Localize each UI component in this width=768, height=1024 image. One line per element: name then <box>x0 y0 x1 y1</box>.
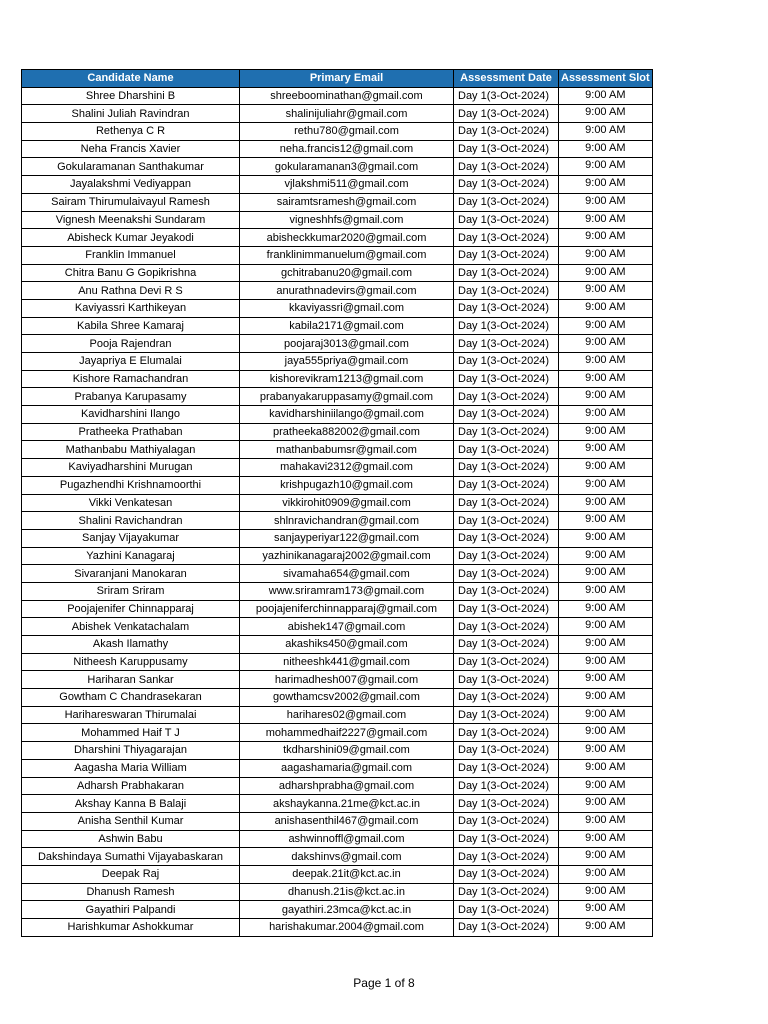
assessment-slot-cell: 9:00 AM <box>559 565 653 583</box>
candidate-name-cell: Pooja Rajendran <box>22 335 240 353</box>
table-row <box>22 742 653 760</box>
assessment-date-cell: Day 1(3-Oct-2024) <box>454 158 559 176</box>
candidate-name-cell: Neha Francis Xavier <box>22 140 240 158</box>
assessment-date-cell: Day 1(3-Oct-2024) <box>454 795 559 813</box>
email-cell: kavidharshiniilango@gmail.com <box>240 406 454 424</box>
assessment-slot-cell: 9:00 AM <box>559 193 653 211</box>
candidate-name-cell: Anisha Senthil Kumar <box>22 812 240 830</box>
candidate-name-cell: Kishore Ramachandran <box>22 370 240 388</box>
email-cell: krishpugazh10@gmail.com <box>240 476 454 494</box>
table-row <box>22 777 653 795</box>
email-cell: shreeboominathan@gmail.com <box>240 87 454 105</box>
email-cell: vigneshhfs@gmail.com <box>240 211 454 229</box>
email-cell: poojaraj3013@gmail.com <box>240 335 454 353</box>
candidate-name-cell: Dakshindaya Sumathi Vijayabaskaran <box>22 848 240 866</box>
table-row <box>22 406 653 424</box>
assessment-date-cell: Day 1(3-Oct-2024) <box>454 388 559 406</box>
email-cell: jaya555priya@gmail.com <box>240 353 454 371</box>
candidate-name-cell: Vignesh Meenakshi Sundaram <box>22 211 240 229</box>
email-cell: vjlakshmi511@gmail.com <box>240 176 454 194</box>
assessment-slot-cell: 9:00 AM <box>559 636 653 654</box>
email-cell: harihares02@gmail.com <box>240 706 454 724</box>
assessment-slot-cell: 9:00 AM <box>559 264 653 282</box>
assessment-slot-cell: 9:00 AM <box>559 353 653 371</box>
page-number: Page 1 of 8 <box>353 976 415 990</box>
table-body <box>22 87 653 936</box>
assessment-slot-cell: 9:00 AM <box>559 211 653 229</box>
table-row <box>22 123 653 141</box>
email-cell: pratheeka882002@gmail.com <box>240 423 454 441</box>
assessment-date-cell: Day 1(3-Oct-2024) <box>454 724 559 742</box>
assessment-date-cell: Day 1(3-Oct-2024) <box>454 193 559 211</box>
assessment-slot-cell: 9:00 AM <box>559 87 653 105</box>
assessment-date-cell: Day 1(3-Oct-2024) <box>454 582 559 600</box>
email-cell: gayathiri.23mca@kct.ac.in <box>240 901 454 919</box>
email-cell: ashwinnoffl@gmail.com <box>240 830 454 848</box>
assessment-slot-cell: 9:00 AM <box>559 883 653 901</box>
candidate-name-cell: Rethenya C R <box>22 123 240 141</box>
assessment-date-cell: Day 1(3-Oct-2024) <box>454 706 559 724</box>
assessment-slot-cell: 9:00 AM <box>559 335 653 353</box>
assessment-date-cell: Day 1(3-Oct-2024) <box>454 282 559 300</box>
assessment-slot-cell: 9:00 AM <box>559 317 653 335</box>
table-row <box>22 919 653 937</box>
assessment-slot-cell: 9:00 AM <box>559 246 653 264</box>
table-row <box>22 901 653 919</box>
email-cell: mohammedhaif2227@gmail.com <box>240 724 454 742</box>
candidate-name-cell: Shalini Juliah Ravindran <box>22 105 240 123</box>
candidate-name-cell: Gowtham C Chandrasekaran <box>22 689 240 707</box>
table-row <box>22 87 653 105</box>
table-row <box>22 636 653 654</box>
assessment-slot-cell: 9:00 AM <box>559 742 653 760</box>
candidate-name-cell: Akash Ilamathy <box>22 636 240 654</box>
table-row <box>22 848 653 866</box>
assessment-slot-cell: 9:00 AM <box>559 459 653 477</box>
candidate-name-cell: Dhanush Ramesh <box>22 883 240 901</box>
candidate-name-cell: Kaviyadharshini Murugan <box>22 459 240 477</box>
email-cell: adharshprabha@gmail.com <box>240 777 454 795</box>
candidate-name-cell: Sanjay Vijayakumar <box>22 529 240 547</box>
candidate-name-cell: Kaviyassri Karthikeyan <box>22 299 240 317</box>
assessment-date-cell: Day 1(3-Oct-2024) <box>454 176 559 194</box>
email-cell: nitheeshk441@gmail.com <box>240 653 454 671</box>
table-row <box>22 795 653 813</box>
assessment-slot-cell: 9:00 AM <box>559 724 653 742</box>
assessment-slot-cell: 9:00 AM <box>559 706 653 724</box>
assessment-date-cell: Day 1(3-Oct-2024) <box>454 423 559 441</box>
assessment-date-cell: Day 1(3-Oct-2024) <box>454 476 559 494</box>
assessment-slot-cell: 9:00 AM <box>559 176 653 194</box>
table-row <box>22 158 653 176</box>
assessment-slot-cell: 9:00 AM <box>559 901 653 919</box>
assessment-date-cell: Day 1(3-Oct-2024) <box>454 512 559 530</box>
assessment-slot-cell: 9:00 AM <box>559 370 653 388</box>
email-cell: rethu780@gmail.com <box>240 123 454 141</box>
assessment-date-cell: Day 1(3-Oct-2024) <box>454 653 559 671</box>
assessment-date-cell: Day 1(3-Oct-2024) <box>454 919 559 937</box>
assessment-date-cell: Day 1(3-Oct-2024) <box>454 547 559 565</box>
candidate-name-cell: Harishkumar Ashokkumar <box>22 919 240 937</box>
table-row <box>22 105 653 123</box>
candidate-name-cell: Franklin Immanuel <box>22 246 240 264</box>
email-cell: anishasenthil467@gmail.com <box>240 812 454 830</box>
email-cell: yazhinikanagaraj2002@gmail.com <box>240 547 454 565</box>
assessment-slot-cell: 9:00 AM <box>559 830 653 848</box>
candidate-name-cell: Sairam Thirumulaivayul Ramesh <box>22 193 240 211</box>
email-cell: harishakumar.2004@gmail.com <box>240 919 454 937</box>
table-row <box>22 335 653 353</box>
assessment-slot-cell: 9:00 AM <box>559 123 653 141</box>
table-row <box>22 653 653 671</box>
assessment-slot-cell: 9:00 AM <box>559 388 653 406</box>
email-cell: shalinijuliahr@gmail.com <box>240 105 454 123</box>
table-row <box>22 689 653 707</box>
table-row <box>22 724 653 742</box>
assessment-slot-cell: 9:00 AM <box>559 865 653 883</box>
candidate-name-cell: Abisheck Kumar Jeyakodi <box>22 229 240 247</box>
table-row <box>22 176 653 194</box>
candidate-table-container <box>21 69 653 937</box>
candidate-name-cell: Anu Rathna Devi R S <box>22 282 240 300</box>
email-cell: gokularamanan3@gmail.com <box>240 158 454 176</box>
table-row <box>22 529 653 547</box>
assessment-slot-cell: 9:00 AM <box>559 848 653 866</box>
assessment-slot-cell: 9:00 AM <box>559 618 653 636</box>
email-cell: tkdharshini09@gmail.com <box>240 742 454 760</box>
table-row <box>22 812 653 830</box>
assessment-slot-cell: 9:00 AM <box>559 600 653 618</box>
candidate-name-cell: Shalini Ravichandran <box>22 512 240 530</box>
header-assessment-date: Assessment Date <box>454 70 559 88</box>
table-row <box>22 317 653 335</box>
table-row <box>22 459 653 477</box>
table-row <box>22 229 653 247</box>
header-candidate-name: Candidate Name <box>22 70 240 88</box>
email-cell: dakshinvs@gmail.com <box>240 848 454 866</box>
candidate-name-cell: Poojajenifer Chinnapparaj <box>22 600 240 618</box>
assessment-slot-cell: 9:00 AM <box>559 423 653 441</box>
assessment-date-cell: Day 1(3-Oct-2024) <box>454 441 559 459</box>
assessment-date-cell: Day 1(3-Oct-2024) <box>454 87 559 105</box>
assessment-date-cell: Day 1(3-Oct-2024) <box>454 105 559 123</box>
candidate-name-cell: Yazhini Kanagaraj <box>22 547 240 565</box>
assessment-slot-cell: 9:00 AM <box>559 689 653 707</box>
assessment-slot-cell: 9:00 AM <box>559 777 653 795</box>
email-cell: abisheckkumar2020@gmail.com <box>240 229 454 247</box>
table-row <box>22 282 653 300</box>
email-cell: harimadhesh007@gmail.com <box>240 671 454 689</box>
assessment-date-cell: Day 1(3-Oct-2024) <box>454 689 559 707</box>
email-cell: prabanyakaruppasamy@gmail.com <box>240 388 454 406</box>
candidate-name-cell: Pugazhendhi Krishnamoorthi <box>22 476 240 494</box>
table-row <box>22 565 653 583</box>
table-row <box>22 264 653 282</box>
assessment-date-cell: Day 1(3-Oct-2024) <box>454 299 559 317</box>
table-row <box>22 388 653 406</box>
candidate-name-cell: Jayapriya E Elumalai <box>22 353 240 371</box>
table-row <box>22 370 653 388</box>
assessment-date-cell: Day 1(3-Oct-2024) <box>454 777 559 795</box>
table-row <box>22 618 653 636</box>
assessment-date-cell: Day 1(3-Oct-2024) <box>454 565 559 583</box>
assessment-date-cell: Day 1(3-Oct-2024) <box>454 830 559 848</box>
email-cell: sairamtsramesh@gmail.com <box>240 193 454 211</box>
assessment-date-cell: Day 1(3-Oct-2024) <box>454 123 559 141</box>
assessment-date-cell: Day 1(3-Oct-2024) <box>454 759 559 777</box>
header-assessment-slot: Assessment Slot <box>559 70 653 88</box>
candidate-name-cell: Aagasha Maria William <box>22 759 240 777</box>
assessment-date-cell: Day 1(3-Oct-2024) <box>454 140 559 158</box>
email-cell: poojajeniferchinnapparaj@gmail.com <box>240 600 454 618</box>
assessment-date-cell: Day 1(3-Oct-2024) <box>454 353 559 371</box>
assessment-date-cell: Day 1(3-Oct-2024) <box>454 370 559 388</box>
email-cell: kishorevikram1213@gmail.com <box>240 370 454 388</box>
table-row <box>22 494 653 512</box>
email-cell: vikkirohit0909@gmail.com <box>240 494 454 512</box>
candidate-name-cell: Mathanbabu Mathiyalagan <box>22 441 240 459</box>
assessment-date-cell: Day 1(3-Oct-2024) <box>454 246 559 264</box>
assessment-date-cell: Day 1(3-Oct-2024) <box>454 883 559 901</box>
candidate-name-cell: Vikki Venkatesan <box>22 494 240 512</box>
assessment-date-cell: Day 1(3-Oct-2024) <box>454 406 559 424</box>
assessment-date-cell: Day 1(3-Oct-2024) <box>454 600 559 618</box>
candidate-table <box>21 69 653 937</box>
candidate-name-cell: Sivaranjani Manokaran <box>22 565 240 583</box>
table-row <box>22 246 653 264</box>
candidate-name-cell: Kabila Shree Kamaraj <box>22 317 240 335</box>
table-row <box>22 140 653 158</box>
assessment-date-cell: Day 1(3-Oct-2024) <box>454 264 559 282</box>
table-row <box>22 193 653 211</box>
assessment-date-cell: Day 1(3-Oct-2024) <box>454 317 559 335</box>
assessment-date-cell: Day 1(3-Oct-2024) <box>454 529 559 547</box>
candidate-name-cell: Dharshini Thiyagarajan <box>22 742 240 760</box>
assessment-slot-cell: 9:00 AM <box>559 582 653 600</box>
assessment-slot-cell: 9:00 AM <box>559 441 653 459</box>
table-row <box>22 883 653 901</box>
email-cell: gchitrabanu20@gmail.com <box>240 264 454 282</box>
assessment-date-cell: Day 1(3-Oct-2024) <box>454 812 559 830</box>
email-cell: neha.francis12@gmail.com <box>240 140 454 158</box>
email-cell: akashiks450@gmail.com <box>240 636 454 654</box>
candidate-name-cell: Kavidharshini Ilango <box>22 406 240 424</box>
assessment-date-cell: Day 1(3-Oct-2024) <box>454 742 559 760</box>
table-row <box>22 547 653 565</box>
table-row <box>22 600 653 618</box>
assessment-slot-cell: 9:00 AM <box>559 140 653 158</box>
table-row <box>22 423 653 441</box>
assessment-slot-cell: 9:00 AM <box>559 795 653 813</box>
table-row <box>22 706 653 724</box>
table-row <box>22 441 653 459</box>
table-row <box>22 759 653 777</box>
table-row <box>22 830 653 848</box>
candidate-name-cell: Pratheeka Prathaban <box>22 423 240 441</box>
email-cell: dhanush.21is@kct.ac.in <box>240 883 454 901</box>
candidate-name-cell: Gayathiri Palpandi <box>22 901 240 919</box>
assessment-slot-cell: 9:00 AM <box>559 476 653 494</box>
table-row <box>22 353 653 371</box>
assessment-date-cell: Day 1(3-Oct-2024) <box>454 901 559 919</box>
table-row <box>22 865 653 883</box>
candidate-name-cell: Harihareswaran Thirumalai <box>22 706 240 724</box>
email-cell: kkaviyassri@gmail.com <box>240 299 454 317</box>
assessment-slot-cell: 9:00 AM <box>559 229 653 247</box>
assessment-date-cell: Day 1(3-Oct-2024) <box>454 671 559 689</box>
candidate-name-cell: Prabanya Karupasamy <box>22 388 240 406</box>
candidate-name-cell: Mohammed Haif T J <box>22 724 240 742</box>
email-cell: sivamaha654@gmail.com <box>240 565 454 583</box>
email-cell: abishek147@gmail.com <box>240 618 454 636</box>
email-cell: deepak.21it@kct.ac.in <box>240 865 454 883</box>
assessment-date-cell: Day 1(3-Oct-2024) <box>454 865 559 883</box>
assessment-slot-cell: 9:00 AM <box>559 759 653 777</box>
email-cell: sanjayperiyar122@gmail.com <box>240 529 454 547</box>
email-cell: akshaykanna.21me@kct.ac.in <box>240 795 454 813</box>
candidate-name-cell: Ashwin Babu <box>22 830 240 848</box>
assessment-slot-cell: 9:00 AM <box>559 105 653 123</box>
assessment-slot-cell: 9:00 AM <box>559 512 653 530</box>
assessment-slot-cell: 9:00 AM <box>559 299 653 317</box>
candidate-name-cell: Gokularamanan Santhakumar <box>22 158 240 176</box>
email-cell: aagashamaria@gmail.com <box>240 759 454 777</box>
candidate-name-cell: Abishek Venkatachalam <box>22 618 240 636</box>
assessment-date-cell: Day 1(3-Oct-2024) <box>454 229 559 247</box>
email-cell: anurathnadevirs@gmail.com <box>240 282 454 300</box>
assessment-slot-cell: 9:00 AM <box>559 919 653 937</box>
header-primary-email: Primary Email <box>240 70 454 88</box>
email-cell: mathanbabumsr@gmail.com <box>240 441 454 459</box>
table-header-row <box>22 70 653 88</box>
assessment-date-cell: Day 1(3-Oct-2024) <box>454 211 559 229</box>
assessment-slot-cell: 9:00 AM <box>559 547 653 565</box>
assessment-slot-cell: 9:00 AM <box>559 529 653 547</box>
candidate-name-cell: Akshay Kanna B Balaji <box>22 795 240 813</box>
assessment-slot-cell: 9:00 AM <box>559 812 653 830</box>
candidate-name-cell: Hariharan Sankar <box>22 671 240 689</box>
candidate-name-cell: Nitheesh Karuppusamy <box>22 653 240 671</box>
assessment-date-cell: Day 1(3-Oct-2024) <box>454 848 559 866</box>
assessment-date-cell: Day 1(3-Oct-2024) <box>454 636 559 654</box>
assessment-slot-cell: 9:00 AM <box>559 671 653 689</box>
candidate-name-cell: Deepak Raj <box>22 865 240 883</box>
assessment-slot-cell: 9:00 AM <box>559 494 653 512</box>
table-row <box>22 476 653 494</box>
email-cell: www.sriramram173@gmail.com <box>240 582 454 600</box>
candidate-name-cell: Jayalakshmi Vediyappan <box>22 176 240 194</box>
email-cell: mahakavi2312@gmail.com <box>240 459 454 477</box>
table-row <box>22 512 653 530</box>
table-row <box>22 582 653 600</box>
table-row <box>22 299 653 317</box>
candidate-name-cell: Adharsh Prabhakaran <box>22 777 240 795</box>
email-cell: shlnravichandran@gmail.com <box>240 512 454 530</box>
assessment-slot-cell: 9:00 AM <box>559 406 653 424</box>
assessment-slot-cell: 9:00 AM <box>559 158 653 176</box>
email-cell: gowthamcsv2002@gmail.com <box>240 689 454 707</box>
candidate-name-cell: Sriram Sriram <box>22 582 240 600</box>
candidate-name-cell: Shree Dharshini B <box>22 87 240 105</box>
assessment-date-cell: Day 1(3-Oct-2024) <box>454 618 559 636</box>
assessment-date-cell: Day 1(3-Oct-2024) <box>454 335 559 353</box>
table-row <box>22 671 653 689</box>
candidate-name-cell: Chitra Banu G Gopikrishna <box>22 264 240 282</box>
email-cell: franklinimmanuelum@gmail.com <box>240 246 454 264</box>
assessment-date-cell: Day 1(3-Oct-2024) <box>454 459 559 477</box>
assessment-slot-cell: 9:00 AM <box>559 653 653 671</box>
assessment-slot-cell: 9:00 AM <box>559 282 653 300</box>
assessment-date-cell: Day 1(3-Oct-2024) <box>454 494 559 512</box>
table-row <box>22 211 653 229</box>
email-cell: kabila2171@gmail.com <box>240 317 454 335</box>
